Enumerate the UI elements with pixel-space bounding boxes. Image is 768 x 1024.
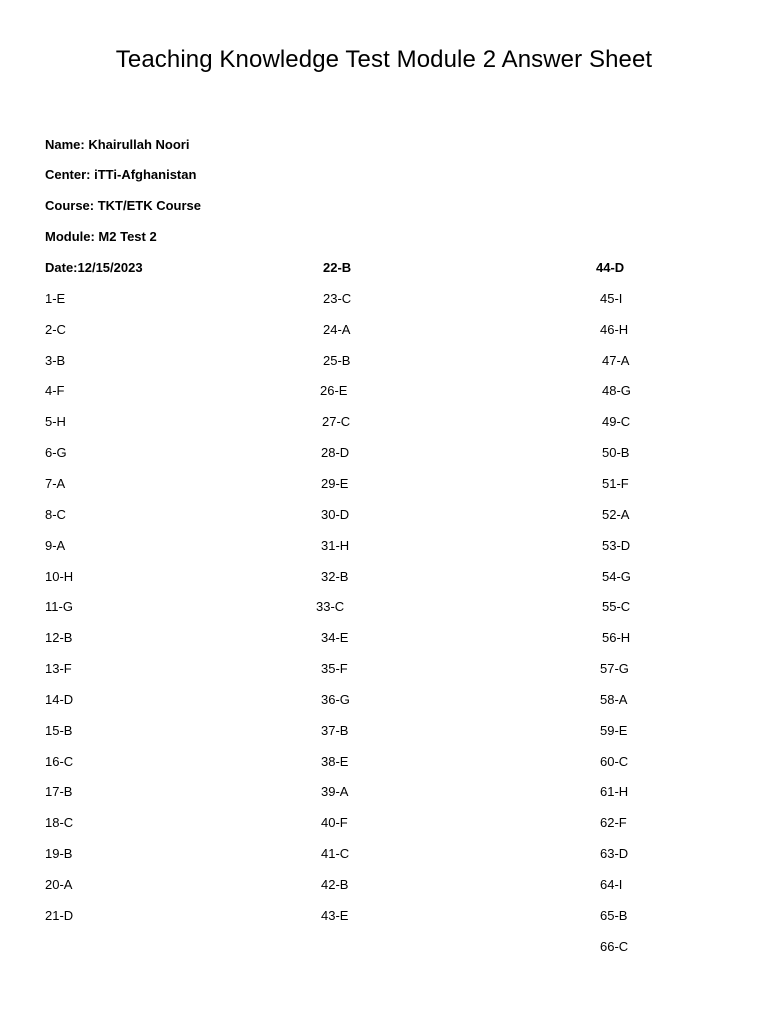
answer-col2-17: 38-E [321, 754, 349, 769]
answer-col3-17: 60-C [600, 754, 629, 769]
answer-col1-13: 13-F [45, 661, 72, 676]
answer-col3-15: 58-A [600, 692, 628, 707]
answer-col1-1: 1-E [45, 291, 66, 306]
answer-col1-19: 19-B [45, 846, 73, 861]
answer-col1-2: 2-C [45, 322, 66, 337]
answer-col1-7: 7-A [45, 476, 66, 491]
answer-col1-21: 21-D [45, 908, 74, 923]
answer-col3-8: 51-F [602, 476, 629, 491]
answer-col1-12: 12-B [45, 630, 73, 645]
answer-col2-9: 30-D [321, 507, 350, 522]
answer-col2-1: 22-B [323, 260, 352, 275]
answer-col1-16: 16-C [45, 754, 74, 769]
answer-col1-8: 8-C [45, 507, 66, 522]
answer-col1-5: 5-H [45, 414, 66, 429]
course-name: Course: TKT/ETK Course [45, 198, 202, 213]
answer-col2-5: 26-E [320, 383, 348, 398]
page-title: Teaching Knowledge Test Module 2 Answer Sheet [115, 46, 653, 73]
answer-col1-6: 6-G [45, 445, 67, 460]
module-name: Module: M2 Test 2 [45, 229, 157, 244]
answer-col3-12: 55-C [602, 599, 631, 614]
answer-col3-5: 48-G [602, 383, 631, 398]
answer-col3-10: 53-D [602, 538, 631, 553]
answer-col3-13: 56-H [602, 630, 631, 645]
answer-col1-17: 17-B [45, 784, 73, 799]
answer-col2-21: 42-B [321, 877, 349, 892]
answer-col1-3: 3-B [45, 353, 66, 368]
answer-col3-21: 64-I [600, 877, 623, 892]
center-name: Center: iTTi-Afghanistan [45, 167, 197, 182]
answer-col2-14: 35-F [321, 661, 348, 676]
answer-col2-20: 41-C [321, 846, 350, 861]
answer-col2-6: 27-C [322, 414, 351, 429]
answer-col2-18: 39-A [321, 784, 349, 799]
answer-col1-9: 9-A [45, 538, 66, 553]
answer-col1-15: 15-B [45, 723, 73, 738]
answer-col2-22: 43-E [321, 908, 349, 923]
answer-col3-22: 65-B [600, 908, 628, 923]
answer-col2-3: 24-A [323, 322, 351, 337]
answer-col3-3: 46-H [600, 322, 629, 337]
answer-col2-16: 37-B [321, 723, 349, 738]
answer-col3-16: 59-E [600, 723, 628, 738]
answer-col1-10: 10-H [45, 569, 74, 584]
answer-col2-15: 36-G [321, 692, 350, 707]
answer-col2-4: 25-B [323, 353, 351, 368]
answer-col3-2: 45-I [600, 291, 623, 306]
answer-col2-2: 23-C [323, 291, 352, 306]
answer-col2-7: 28-D [321, 445, 350, 460]
answer-col1-11: 11-G [45, 599, 73, 614]
answer-col2-11: 32-B [321, 569, 349, 584]
answer-col1-18: 18-C [45, 815, 74, 830]
answer-col3-9: 52-A [602, 507, 630, 522]
answer-col3-4: 47-A [602, 353, 630, 368]
answer-col3-7: 50-B [602, 445, 630, 460]
answer-col3-11: 54-G [602, 569, 631, 584]
test-date: Date:12/15/2023 [45, 260, 143, 275]
answer-col1-20: 20-A [45, 877, 73, 892]
answer-col2-8: 29-E [321, 476, 349, 491]
answer-col3-6: 49-C [602, 414, 631, 429]
answer-col2-19: 40-F [321, 815, 348, 830]
answer-col1-14: 14-D [45, 692, 74, 707]
answer-col2-10: 31-H [321, 538, 350, 553]
answer-col3-23: 66-C [600, 939, 629, 954]
answer-col2-12: 33-C [316, 599, 345, 614]
answer-col3-18: 61-H [600, 784, 629, 799]
answer-col2-13: 34-E [321, 630, 349, 645]
answer-col3-14: 57-G [600, 661, 629, 676]
answer-col1-4: 4-F [45, 383, 65, 398]
answer-col3-1: 44-D [596, 260, 625, 275]
answer-col3-20: 63-D [600, 846, 629, 861]
answer-col3-19: 62-F [600, 815, 627, 830]
student-name: Name: Khairullah Noori [45, 137, 190, 152]
